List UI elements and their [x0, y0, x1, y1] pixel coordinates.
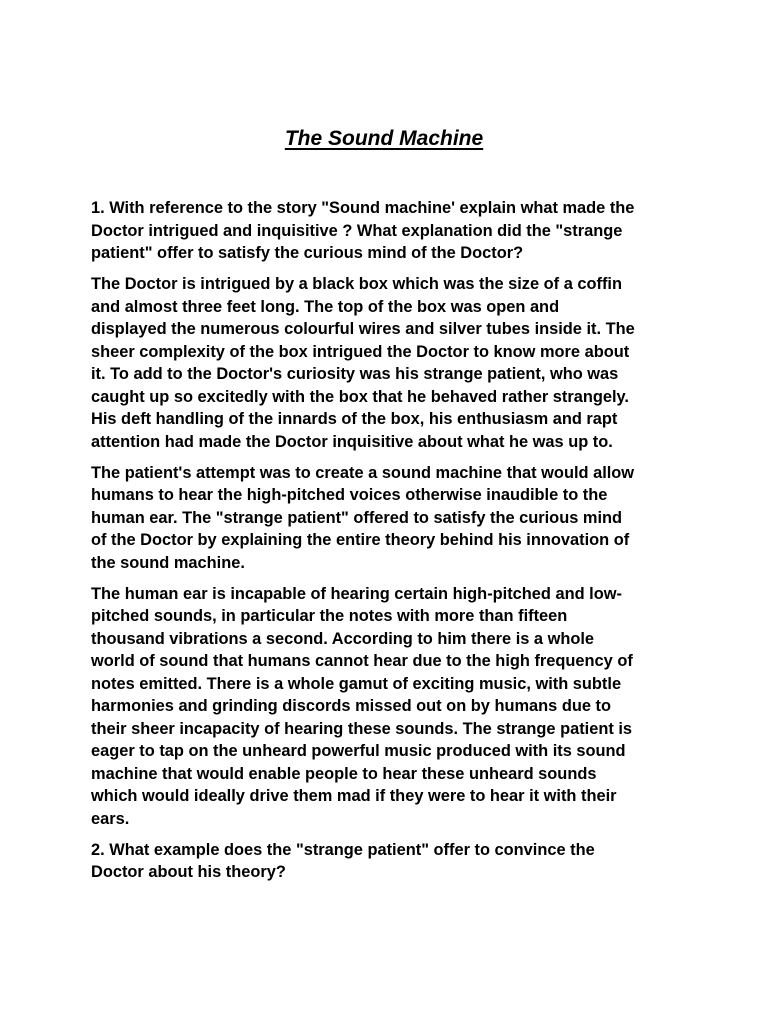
document-title: The Sound Machine	[284, 127, 484, 150]
answer-paragraph-3: The human ear is incapable of hearing certain high-pitched and low- pitched sounds, in particular the notes with more than fifteen thousand vibrations a second. According to him there is a whole world of sound that humans cannot hear due to the high frequency of notes emitted. There is a whole gamut of exciting music, with subtle harmonies and grinding discords missed out on by humans due to their sheer incapacity of hearing these sounds. The strange patient is eager to tap on the unheard powerful music produced with its sound machine that would enable people to hear these unheard sounds which would ideally drive them mad if they were to hear it with their ears.	[91, 584, 633, 828]
question-2-paragraph: 2. What example does the "strange patient" offer to convince the Doctor about his theory?	[91, 840, 595, 881]
document-body	[91, 197, 691, 892]
answer-paragraph-1: The Doctor is intrigued by a black box which was the size of a coffin and almost three feet long. The top of the box was open and displayed the numerous colourful wires and silver tubes inside it. The sheer complexity of the box intrigued the Doctor to know more about it. To add to the Doctor's curiosity was his strange patient, who was caught up so excitedly with the box that he behaved rather strangely. His deft handling of the innards of the box, his enthusiasm and rapt attention had made the Doctor inquisitive about what he was up to.	[91, 275, 635, 451]
answer-paragraph-2: The patient's attempt was to create a sound machine that would allow humans to hear the high-pitched voices otherwise inaudible to the human ear. The "strange patient" offered to satisfy the curious mind of the Doctor by explaining the entire theory behind his innovation of the sound machine.	[91, 463, 635, 572]
question-1-paragraph: 1. With reference to the story "Sound machine' explain what made the Doctor intrigued and inquisitive ? What explanation did the "strange patient" offer to satisfy the curious mind of the Doctor?	[91, 199, 635, 262]
